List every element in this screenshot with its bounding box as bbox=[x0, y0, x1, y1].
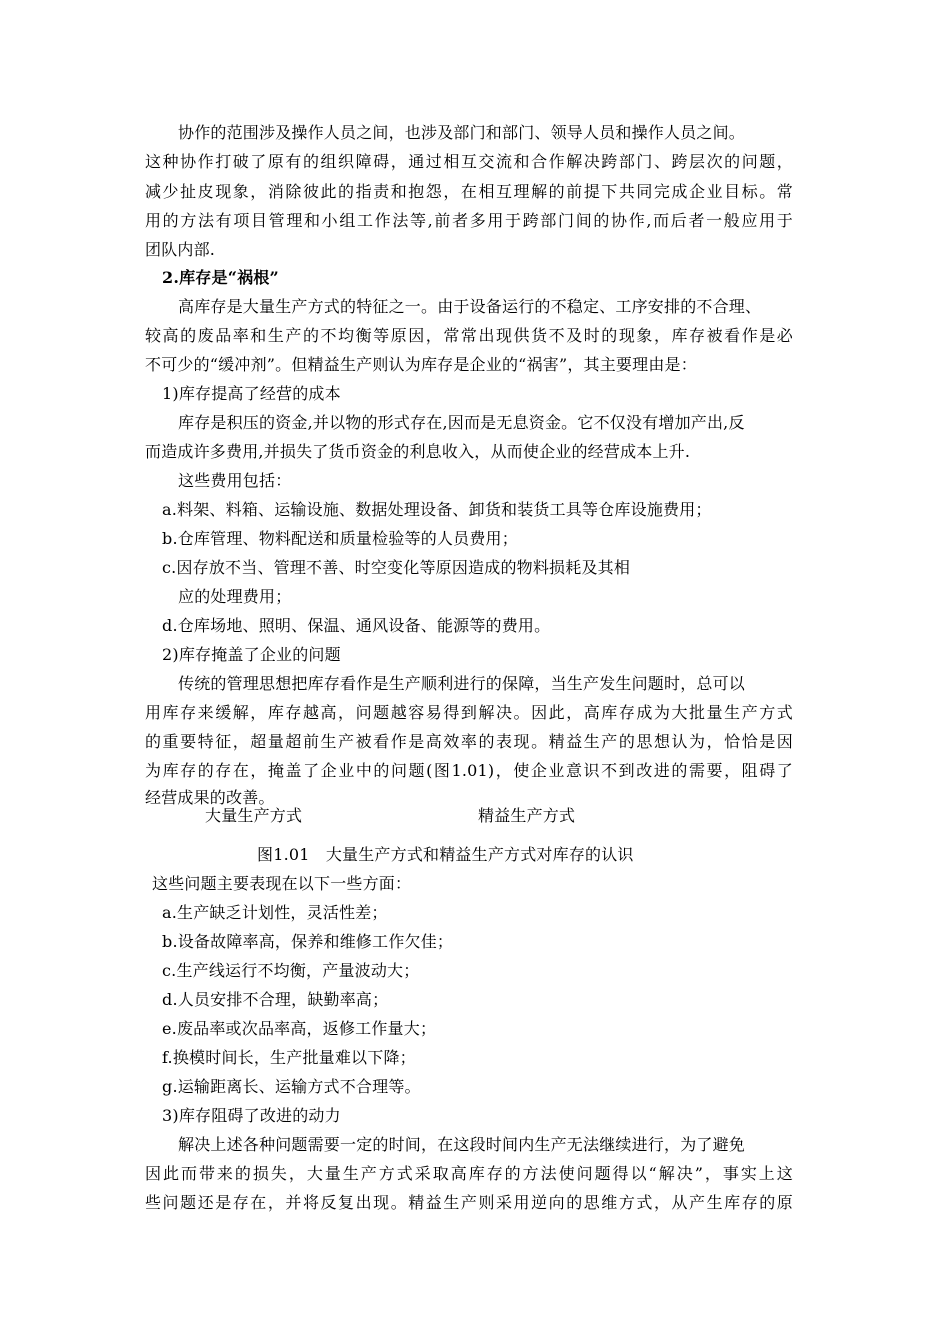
section-heading-2: 2.库存是“祸根” bbox=[162, 268, 279, 287]
problem-item-g: g.运输距离长、运输方式不合理等。 bbox=[162, 1077, 421, 1096]
problem-item-d: d.人员安排不合理，缺勤率高； bbox=[162, 990, 389, 1009]
cost-item-a: a.料架、料箱、运输设施、数据处理设备、卸货和装货工具等仓库设施费用； bbox=[162, 500, 712, 519]
costs-intro: 这些费用包括： bbox=[178, 471, 292, 490]
cost-item-d: d.仓库场地、照明、保温、通风设备、能源等的费用。 bbox=[162, 616, 551, 635]
para5-line-1: 解决上述各种问题需要一定的时间，在这段时间内生产无法继续进行，为了避免 bbox=[178, 1135, 746, 1154]
para4-line-4: 为库存的存在，掩盖了企业中的问题(图1.01)，使企业意识不到改进的需要，阻碍了 bbox=[145, 761, 793, 780]
para2-line-3: 不可少的“缓冲剂”。但精益生产则认为库存是企业的“祸害”，其主要理由是： bbox=[145, 355, 697, 374]
problem-item-c: c.生产线运行不均衡，产量波动大； bbox=[162, 961, 420, 980]
para5-line-3: 些问题还是存在，并将反复出现。精益生产则采用逆向的思维方式，从产生库存的原 bbox=[145, 1193, 793, 1212]
figure-caption: 图1.01 大量生产方式和精益生产方式对库存的认识 bbox=[257, 845, 634, 864]
subheading-2: 2)库存掩盖了企业的问题 bbox=[162, 645, 341, 664]
para3-line-2: 而造成许多费用,并损失了货币资金的利息收入，从而使企业的经营成本上升. bbox=[145, 442, 691, 461]
cost-item-c: c.因存放不当、管理不善、时空变化等原因造成的物料损耗及其相 bbox=[162, 558, 631, 577]
para2-line-1: 高库存是大量生产方式的特征之一。由于设备运行的不稳定、工序安排的不合理、 bbox=[178, 297, 762, 316]
cost-item-c-cont: 应的处理费用； bbox=[178, 587, 292, 606]
para1-line-4: 用的方法有项目管理和小组工作法等,前者多用于跨部门间的协作,而后者一般应用于 bbox=[145, 211, 793, 230]
figure-label-lean-production: 精益生产方式 bbox=[478, 806, 576, 825]
problem-item-b: b.设备故障率高，保养和维修工作欠佳； bbox=[162, 932, 454, 951]
para4-line-3: 的重要特征，超量超前生产被看作是高效率的表现。精益生产的思想认为，恰恰是因 bbox=[145, 732, 793, 751]
problem-item-e: e.废品率或次品率高，返修工作量大； bbox=[162, 1019, 437, 1038]
para1-line-3: 减少扯皮现象，消除彼此的指责和抱怨，在相互理解的前提下共同完成企业目标。常 bbox=[145, 182, 793, 201]
para2-line-2: 较高的废品率和生产的不均衡等原因，常常出现供货不及时的现象，库存被看作是必 bbox=[145, 326, 793, 345]
para5-line-2: 因此而带来的损失，大量生产方式采取高库存的方法使问题得以“解决”，事实上这 bbox=[145, 1164, 793, 1183]
cost-item-b: b.仓库管理、物料配送和质量检验等的人员费用； bbox=[162, 529, 518, 548]
problems-intro: 这些问题主要表现在以下一些方面： bbox=[152, 874, 412, 893]
para4-line-1: 传统的管理思想把库存看作是生产顺利进行的保障，当生产发生问题时，总可以 bbox=[178, 674, 746, 693]
para4-line-2: 用库存来缓解，库存越高，问题越容易得到解决。因此，高库存成为大批量生产方式 bbox=[145, 703, 793, 722]
para3-line-1: 库存是积压的资金,并以物的形式存在,因而是无息资金。它不仅没有增加产出,反 bbox=[178, 413, 745, 432]
figure-label-mass-production: 大量生产方式 bbox=[205, 806, 303, 825]
para4-line-5: 经营成果的改善。 bbox=[145, 788, 275, 807]
para1-line-1: 协作的范围涉及操作人员之间，也涉及部门和部门、领导人员和操作人员之间。 bbox=[178, 123, 746, 142]
subheading-1: 1)库存提高了经营的成本 bbox=[162, 384, 341, 403]
problem-item-f: f.换模时间长，生产批量难以下降； bbox=[162, 1048, 416, 1067]
problem-item-a: a.生产缺乏计划性，灵活性差； bbox=[162, 903, 388, 922]
para1-line-2: 这种协作打破了原有的组织障碍，通过相互交流和合作解决跨部门、跨层次的问题， bbox=[145, 152, 793, 171]
para1-line-5: 团队内部. bbox=[145, 240, 216, 259]
subheading-3: 3)库存阻碍了改进的动力 bbox=[162, 1106, 341, 1125]
